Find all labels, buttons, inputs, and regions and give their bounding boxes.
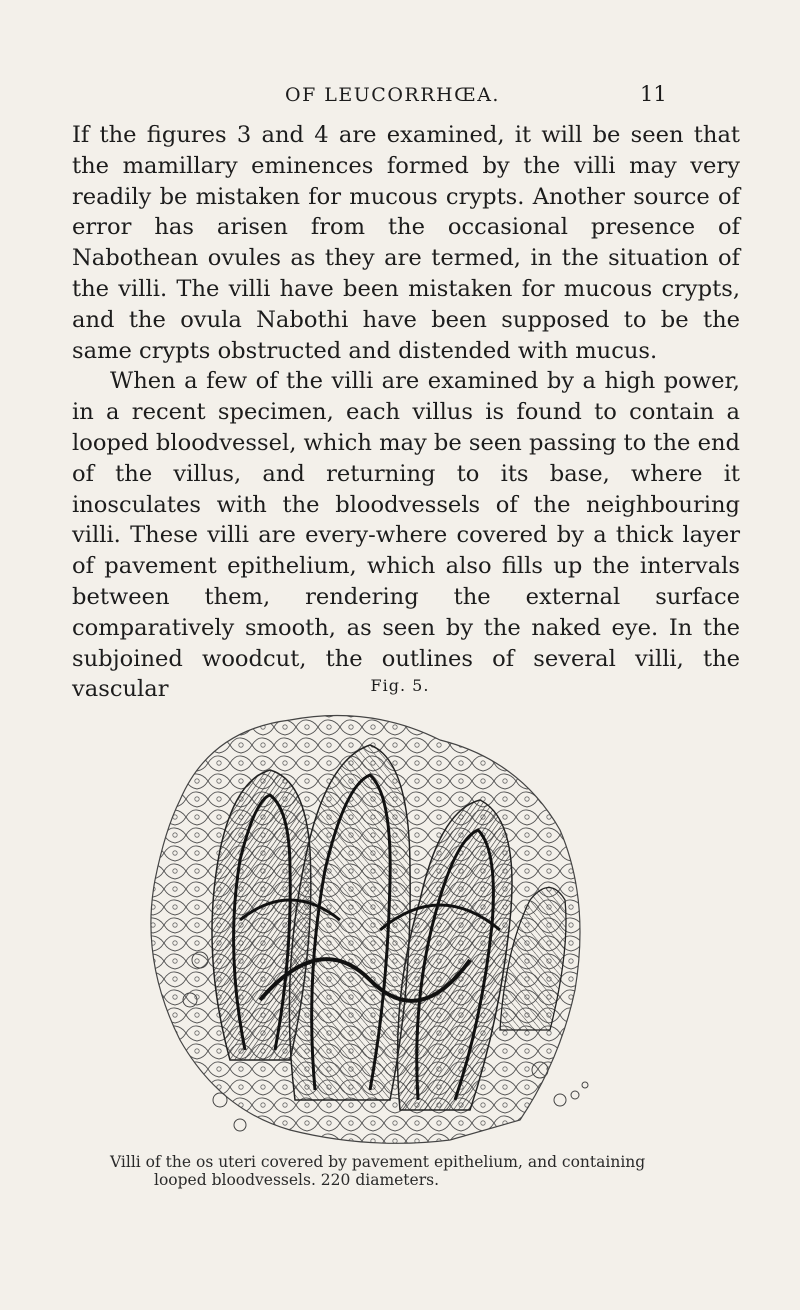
villi-engraving — [120, 700, 600, 1150]
caption-line-2: looped bloodvessels. 220 diameters. — [154, 1171, 440, 1189]
body-text — [72, 120, 740, 705]
figure-caption — [110, 1153, 690, 1189]
paragraph-1: If the figures 3 and 4 are examined, it will be seen that the mamillary eminences formed by the villi may very readily be mistaken for mucous crypts. Another source of error has arisen from the occasional presence of Nabothean ovules as they are termed, in the situation of the villi. The villi have been mistaken for mucous crypts, and the ovula Nabothi have been supposed to be the same crypts obstructed and distended with mucus. — [72, 122, 740, 364]
paragraph-2: When a few of the villi are examined by a high power, in a recent specimen, each villus is found to contain a looped bloodvessel, which may be seen passing to the end of the villus, and returning to its base, where it inosculates with the bloodvessels of the neighbouring villi. These villi are every-where covered by a thick layer of pavement epithelium, which also fills up the intervals between them, rendering the external surface comparatively smooth, as seen by the naked eye. In the subjoined woodcut, the outlines of several villi, the vascular — [72, 368, 740, 703]
figure-label: Fig. 5. — [370, 676, 430, 695]
caption-line-1: Villi of the os uteri covered by pavement epithelium, and containing — [110, 1153, 646, 1171]
page-number: 11 — [640, 82, 667, 106]
running-title: OF LEUCORRHŒA. — [285, 84, 500, 106]
woodcut-illustration — [120, 700, 600, 1150]
running-head — [0, 84, 800, 114]
